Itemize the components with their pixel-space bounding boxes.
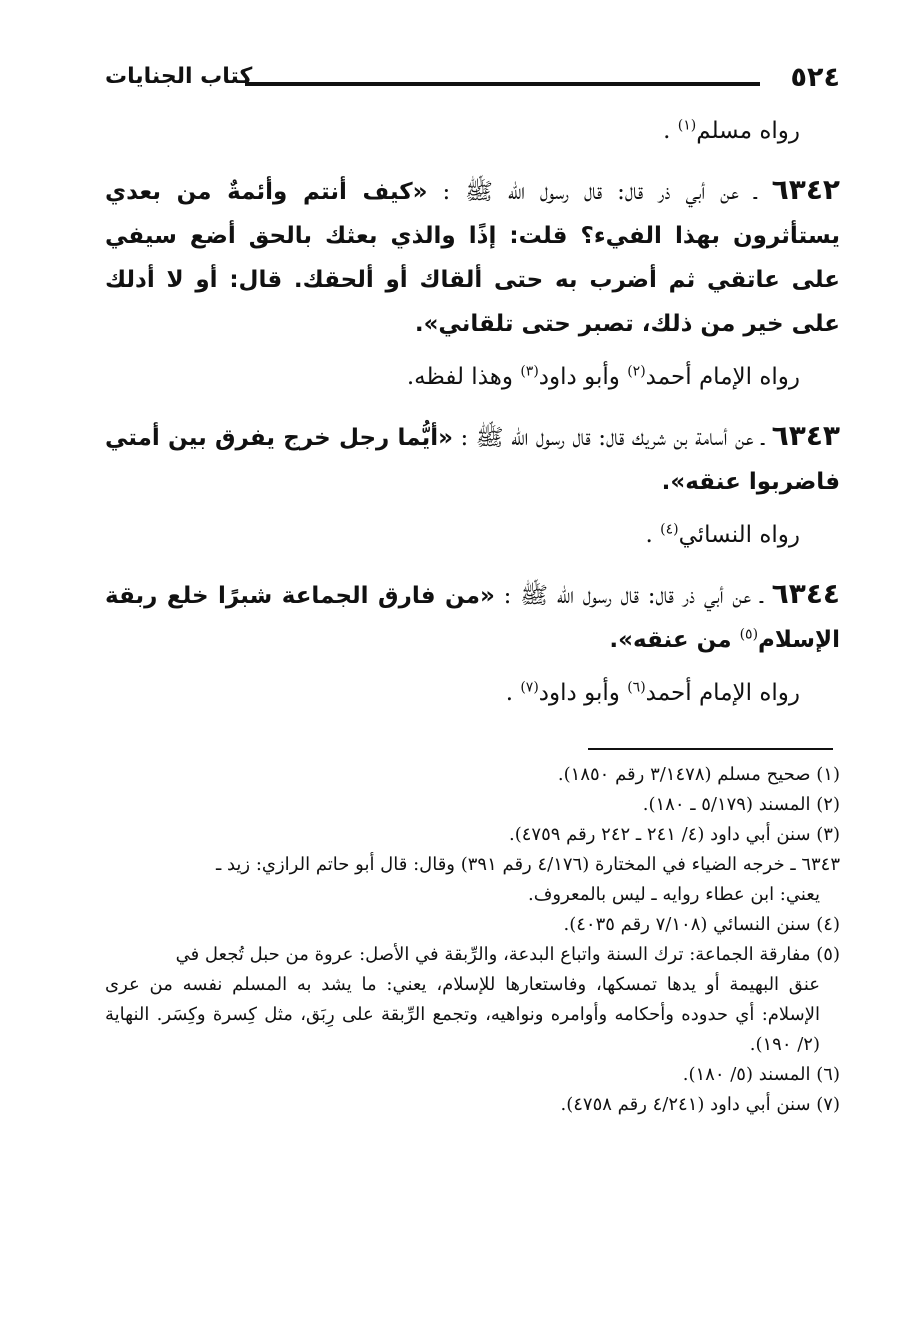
narrator-text: وهذا لفظه. <box>406 364 521 390</box>
narrator-text: وأبو داود <box>538 680 628 706</box>
footnote-text: سنن النسائي (٧/١٠٨ رقم ٤٠٣٥). <box>563 914 817 935</box>
footnote-continuation: عنق البهيمة أو يدها تمسكها، وفاستعارها للإسلام، يعني: ما يشد به المسلم نفسه من عرى الإسلام: أي حدوده وأحكامه وأوامره ونواهيه، وتجمع الرِّبقة على رِبَق، مثل كِسرة وكِسَر. النهاية (٢/ ١٩٠). <box>105 974 820 1055</box>
footnote-4 <box>105 910 840 940</box>
narrator-text: وأبو داود <box>538 364 628 390</box>
hadith-intro: ـ عن أبي ذر قال: قال رسول اللّه ﷺ : <box>427 179 772 205</box>
footnote-label: (٢) <box>816 794 840 815</box>
narrator-line <box>105 112 840 150</box>
narrator-text: رواه مسلم <box>696 118 800 144</box>
narrator-line <box>105 358 840 396</box>
footnote-continuation: يعني: ابن عطاء روايه ـ ليس بالمعروف. <box>528 884 820 905</box>
running-title: كتاب الجنايات <box>105 64 253 89</box>
hadith-text-end: من عنقه». <box>609 627 740 653</box>
footnote-3 <box>105 820 840 850</box>
footnote-text: المسند (٥/ ١٨٠). <box>682 1064 817 1085</box>
footnote-5 <box>105 940 840 1060</box>
hadith-number: ٦٣٤٤ <box>771 577 840 610</box>
narrator-text: رواه النسائي <box>678 522 800 548</box>
footnote-6 <box>105 1060 840 1090</box>
footnote-label: (٧) <box>816 1094 840 1115</box>
hadith-number: ٦٣٤٣ <box>771 419 841 452</box>
hadith-text: «من فارق الجماعة شبرًا خلع ربقة الإسلام <box>105 583 840 653</box>
page-number: ٥٢٤ <box>790 62 840 93</box>
footnote-text: صحيح مسلم (٣/١٤٧٨ رقم ١٨٥٠). <box>557 764 817 785</box>
narrator-text: رواه الإمام أحمد <box>645 364 800 390</box>
footnote-ref[interactable]: (٧) <box>520 679 539 696</box>
narrator-text: رواه الإمام أحمد <box>645 680 800 706</box>
narrator-tail: . <box>663 118 678 144</box>
footnote-text: ـ خرجه الضياء في المختارة (٤/١٧٦ رقم ٣٩١) وقال: قال أبو حاتم الرازي: زيد ـ <box>215 854 802 875</box>
footnote-text: المسند (٥/١٧٩ ـ ١٨٠). <box>642 794 817 815</box>
narrator-text: . <box>505 680 521 706</box>
footnote-divider <box>588 748 833 750</box>
footnote-label: (١) <box>816 764 840 785</box>
footnote-1 <box>105 760 840 790</box>
hadith-text: «كيف أنتم وأئمةٌ من بعدي يستأثرون بهذا الفيء؟ قلت: إذًا والذي بعثك بالحق أضع سيفي على عاتقي ثم أضرب به حتى ألقاك أو ألحقك. قال: أو لا أدلك على خير من ذلك، تصبر حتى تلقاني». <box>105 179 840 337</box>
hadith-6342 <box>105 168 840 346</box>
footnote-label: (٣) <box>816 824 840 845</box>
narrator-line <box>105 674 840 712</box>
footnote-label: (٥) <box>816 944 840 965</box>
hadith-6344 <box>105 572 840 662</box>
footnote-label: ٦٣٤٣ <box>801 854 840 875</box>
footnote-6343 <box>105 850 840 910</box>
footnote-label: (٦) <box>816 1064 840 1085</box>
footnote-ref[interactable]: (٣) <box>520 363 539 380</box>
footnote-ref[interactable]: (١) <box>677 117 697 134</box>
footnote-ref[interactable]: (٥) <box>739 626 759 643</box>
hadith-6343 <box>105 414 840 504</box>
header-rule <box>245 82 760 86</box>
footnote-2 <box>105 790 840 820</box>
hadith-intro: ـ عن أبي ذر قال: قال رسول اللّه ﷺ : <box>494 583 772 609</box>
footnotes <box>105 760 840 1120</box>
main-text <box>105 112 840 730</box>
footnote-text: سنن أبي داود (٤/٢٤١ رقم ٤٧٥٨). <box>560 1094 817 1115</box>
hadith-intro: ـ عن أسامة بن شريك قال: قال رسول اللّه ﷺ : <box>452 425 772 451</box>
footnote-text: سنن أبي داود (٤/ ٢٤١ ـ ٢٤٢ رقم ٤٧٥٩). <box>509 824 817 845</box>
footnote-text: مفارقة الجماعة: ترك السنة واتباع البدعة، والرِّبقة في الأصل: عروة من حبل تُجعل في <box>175 944 817 965</box>
footnote-ref[interactable]: (٢) <box>627 363 646 380</box>
footnote-ref[interactable]: (٤) <box>660 521 679 538</box>
footnote-ref[interactable]: (٦) <box>627 679 646 696</box>
page-header <box>105 62 840 102</box>
footnote-7 <box>105 1090 840 1120</box>
narrator-line <box>105 516 840 554</box>
hadith-number: ٦٣٤٢ <box>771 173 840 206</box>
hadith-text: «أيُّما رجل خرج يفرق بين أمتي فاضربوا عنقه». <box>105 425 840 495</box>
footnote-label: (٤) <box>816 914 840 935</box>
narrator-tail: . <box>645 522 661 548</box>
